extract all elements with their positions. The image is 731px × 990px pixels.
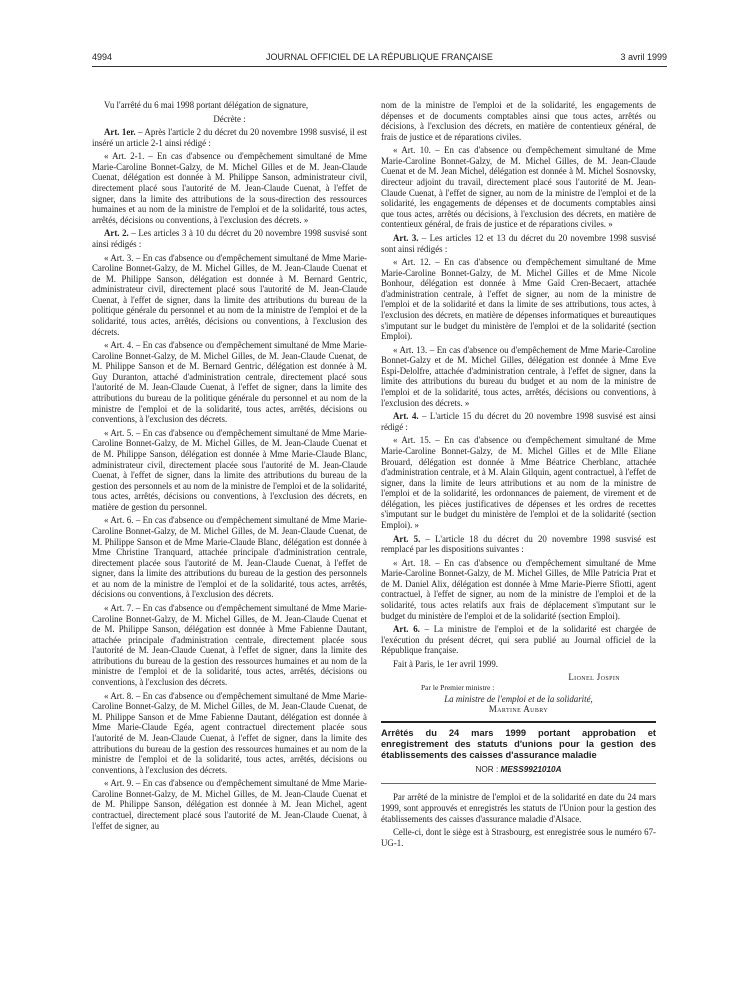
by-prime-minister: Par le Premier ministre : (421, 683, 495, 693)
paragraph-art-7: « Art. 7. – En cas d'absence ou d'empêchement simultané de Mme Marie-Caroline Bonnet-Galzy, de M. Michel Gilles, de M. Jean-Claude Cuenat et de M. Philippe Sanson, délégation est donnée à Mme Fabienne Dautant, attachée principale d'administration centrale, directement placée sous l'autorité de M. Jean-Claude Cuenat, à l'effet de signer, dans la limite des attributions du bureau de la gestion des ressources humaines et au nom de la ministre de l'emploi et de la solidarité, tous actes, arrêtés, décisions ou conventions, à l'exclusion des décrets. (92, 603, 367, 688)
minister-name: Martine Aubry (488, 704, 549, 715)
paragraph-art-5-decree: Art. 5. – L'article 18 du décret du 20 novembre 1998 susvisé est remplacé par les dispositions suivantes : (381, 533, 656, 555)
paragraph-art-10: « Art. 10. – En cas d'absence ou d'empêchement simultané de Mme Marie-Caroline Bonnet-Galzy, de M. Michel Gilles, de M. Jean-Claude Cuenat et de M. Jean Michel, délégation est donnée à M. Michel Sosnovsky, directeur adjoint du travail, directement placé sous l'autorité de M. Jean-Claude Cuenat, à l'effet de signer, au nom de la ministre de l'emploi et de la solidarité, les engagements de dépenses et de documents comptables ainsi que tous actes, arrêtés ou décisions, à l'exclusion des décrets, en matière de contentieux général, de frais de justice et de réparations civiles. » (381, 145, 656, 230)
paragraph-vu: Vu l'arrêté du 6 mai 1998 portant délégation de signature, (104, 100, 309, 110)
journal-title: JOURNAL OFFICIEL DE LA RÉPUBLIQUE FRANÇAISE (266, 52, 493, 62)
paragraph-art-1: Art. 1er. – Après l'article 2 du décret du 20 novembre 1998 susvisé, il est inséré un article 2-1 ainsi rédigé : (92, 127, 367, 148)
minister-title: La ministre de l'emploi et de la solidarité, (444, 693, 593, 704)
arrete-paragraph-2: Celle-ci, dont le siège est à Strasbourg, est enregistrée sous le numéro 67-UG-1. (381, 827, 656, 848)
nor-code: MESS9921010A (500, 764, 562, 774)
paragraph-art-4-decree: Art. 4. – L'article 15 du décret du 20 novembre 1998 susvisé est ainsi rédigé : (381, 411, 656, 432)
arrete-paragraph-1: Par arrêté de la ministre de l'emploi et de la solidarité en date du 24 mars 1999, sont approuvés et enregistrés les statuts de l'Union pour la gestion des établissements des caisses d'assurance maladie d'Alsace. (381, 792, 656, 824)
paragraph-art-2-1: « Art. 2-1. – En cas d'absence ou d'empêchement simultané de Mme Marie-Caroline Bonnet-Galzy, de M. Michel Gilles et de M. Jean-Claude Cuenat, délégation est donnée à M. Philippe Sanson, administrateur civil, directement placé sous l'autorité de M. Jean-Claude Cuenat, à l'effet de signer, dans la limite des attributions de la sous-direction des ressources humaines et au nom de la ministre de l'emploi et de la solidarité, tous actes, arrêtés, décisions ou conventions, à l'exclusion des décrets. » (92, 151, 367, 225)
paragraph-art-9: « Art. 9. – En cas d'absence ou d'empêchement simultané de Mme Marie-Caroline Bonnet-Galzy, de M. Michel Gilles, de M. Jean-Claude Cuenat et de M. Philippe Sanson, délégation est donnée à M. Jean Michel, agent contractuel, directement placé sous l'autorité de M. Jean-Claude Cuenat, à l'effet de signer, au (92, 778, 367, 831)
paragraph-art-6-decree: Art. 6. – La ministre de l'emploi et de la solidarité est chargée de l'exécution du présent décret, qui sera publié au Journal officiel de la République française. (381, 624, 656, 656)
left-column (92, 100, 367, 834)
paragraph-art-2: Art. 2. – Les articles 3 à 10 du décret du 20 novembre 1998 susvisé sont ainsi rédigés : (92, 228, 367, 249)
paragraph-art-15: « Art. 15. – En cas d'absence ou d'empêchement simultané de Mme Marie-Caroline Bonnet-Galzy, de M. Michel Gilles et de Mlle Eliane Brouard, délégation est donnée à Mme Béatrice Cherblanc, attachée d'administration centrale, et à M. Alain Gilquin, agent contractuel, à l'effet de signer, dans la limite de leurs attributions et au nom de la ministre de l'emploi et de la solidarité, les ordonnances de paiement, de virement et de délégation, les pièces justificatives de dépenses et les ordres de recettes s'imputant sur le budget du ministère de l'emploi et de la solidarité (section Emploi). » (381, 435, 656, 530)
issue-date: 3 avril 1999 (620, 52, 667, 62)
paragraph-art-5: « Art. 5. – En cas d'absence ou d'empêchement simultané de Mme Marie-Caroline Bonnet-Galzy, de M. Michel Gilles, de M. Jean-Claude Cuenat et de M. Philippe Sanson, délégation est donnée à Mme Marie-Claude Blanc, administrateur civil, directement placée sous l'autorité de M. Jean-Claude Cuenat, à l'effet de signer, dans la limite des attributions du bureau de la gestion des personnels et au nom de la ministre de l'emploi et de la solidarité, tous actes, arrêtés, décisions ou conventions, à l'exclusion des décrets, en matière de gestion du personnel. (92, 427, 367, 512)
paragraph-art-3: « Art. 3. – En cas d'absence ou d'empêchement simultané de Mme Marie-Caroline Bonnet-Galzy, de M. Michel Gilles, de M. Jean-Claude Cuenat et de M. Philippe Sanson, délégation est donnée à M. Bernard Gentric, administrateur civil, directement placé sous l'autorité de M. Jean-Claude Cuenat, à l'effet de signer, dans la limite des attributions du bureau de la politique générale du personnel et au nom de la ministre de l'emploi et de la solidarité, tous actes, arrêtés, décisions ou conventions, à l'exclusion des décrets. (92, 252, 367, 337)
signatory-name: Lionel Jospin (568, 672, 620, 683)
paragraph-decrete: Décrète : (213, 113, 246, 124)
paragraph-art-13: « Art. 13. – En cas d'absence ou d'empêchement de Mme Marie-Caroline Bonnet-Galzy et de M. Michel Gilles, délégation est donnée à Mme Eve Espi-Delolfre, attachée d'administration centrale, à l'effet de signer, dans la limite des attributions du bureau du budget et au nom de la ministre de l'emploi et de la solidarité, tous actes, arrêtés, décisions ou conventions, à l'exclusion des décrets. » (381, 344, 656, 408)
paragraph-art-8: « Art. 8. – En cas d'absence ou d'empêchement simultané de Mme Marie-Caroline Bonnet-Galzy, de M. Michel Gilles, de M. Jean-Claude Cuenat, de M. Philippe Sanson et de Mme Fabienne Dautant, délégation est donnée à Mme Marie-Claude Egéa, agent contractuel directement placée sous l'autorité de M. Jean-Claude Cuenat, à l'effet de signer, dans la limite des attributions du bureau de la gestion des ressources humaines et au nom de la ministre de l'emploi et de la solidarité, tous actes, arrêtés, décisions ou conventions, à l'exclusion des décrets. (92, 690, 367, 775)
right-column (381, 100, 656, 851)
paragraph-art-6: « Art. 6. – En cas d'absence ou d'empêchement simultané de Mme Marie-Caroline Bonnet-Galzy, de M. Michel Gilles, de M. Jean-Claude Cuenat, de M. Philippe Sanson et de Mme Marie-Claude Blanc, délégation est donnée à Mme Christine Tranquard, attachée principale d'administration centrale, directement placée sous l'autorité de M. Jean-Claude Cuenat, à l'effet de signer, dans la limite des attributions du bureau de la gestion des personnels et au nom de la ministre de l'emploi et de la solidarité, tous actes, arrêtés, décisions ou conventions, à l'exclusion des décrets. (92, 515, 367, 600)
page-number: 4994 (92, 52, 113, 62)
paragraph-art-4: « Art. 4. – En cas d'absence ou d'empêchement simultané de Mme Marie-Caroline Bonnet-Galzy, de M. Michel Gilles, de M. Jean-Claude Cuenat, de M. Philippe Sanson et de M. Bernard Gentric, délégation est donnée à M. Guy Duranton, attaché d'administration centrale, directement placé sous l'autorité de M. Jean-Claude Cuenat, à l'effet de signer, dans la limite des attributions du bureau de la politique générale du personnel et au nom de la ministre de l'emploi et de la solidarité, tous actes, arrêtés, décisions ou conventions, à l'exclusion des décrets. (92, 340, 367, 425)
nor-rule (381, 783, 656, 784)
nor-reference (381, 765, 656, 776)
arrete-title: Arrêtés du 24 mars 1999 portant approbation et enregistrement des statuts d'unions pour la gestion des établissements des caisses d'assurance maladie (381, 727, 656, 760)
section-rule (381, 721, 656, 723)
paragraph-art-18: « Art. 18. – En cas d'absence ou d'empêchement simultané de Mme Marie-Caroline Bonnet-Galzy, de M. Michel Gilles, de Mlle Patricia Prat et de M. Daniel Alix, délégation est donnée à Mme Marie-Pierre Sfiotti, agent contractuel, à l'effet de signer, au nom de la ministre de l'emploi et de la solidarité, tous actes relatifs aux frais de déplacement s'imputant sur le budget du ministère de l'emploi et de la solidarité (section Emploi). (381, 557, 656, 621)
paragraph-art-9-cont: nom de la ministre de l'emploi et de la solidarité, les engagements de dépenses et de documents comptables ainsi que tous actes, arrêtés ou décisions, à l'exclusion des décrets, en matière de contentieux général, de frais de justice et de réparations civiles. (381, 100, 656, 142)
paragraph-art-3-decree: Art. 3. – Les articles 12 et 13 du décret du 20 novembre 1998 susvisé sont ainsi rédigés : (381, 232, 656, 254)
header-rule (92, 66, 667, 67)
place-date: Fait à Paris, le 1er avril 1999. (393, 658, 498, 669)
nor-label: NOR : (475, 764, 499, 774)
paragraph-art-12: « Art. 12. – En cas d'absence ou d'empêchement simultané de Mme Marie-Caroline Bonnet-Galzy, de M. Michel Gilles et de Mme Nicole Bonhour, délégation est donnée à Mme Gaïd Cren-Becaert, attachée d'administration centrale, à l'effet de signer, au nom de la ministre de l'emploi et de la solidarité et dans la limite de ses attributions, tous actes, à l'exclusion des décrets, en matière de dépenses informatiques et bureautiques s'imputant sur le budget du ministère de l'emploi et de la solidarité (section Emploi). (381, 257, 656, 342)
